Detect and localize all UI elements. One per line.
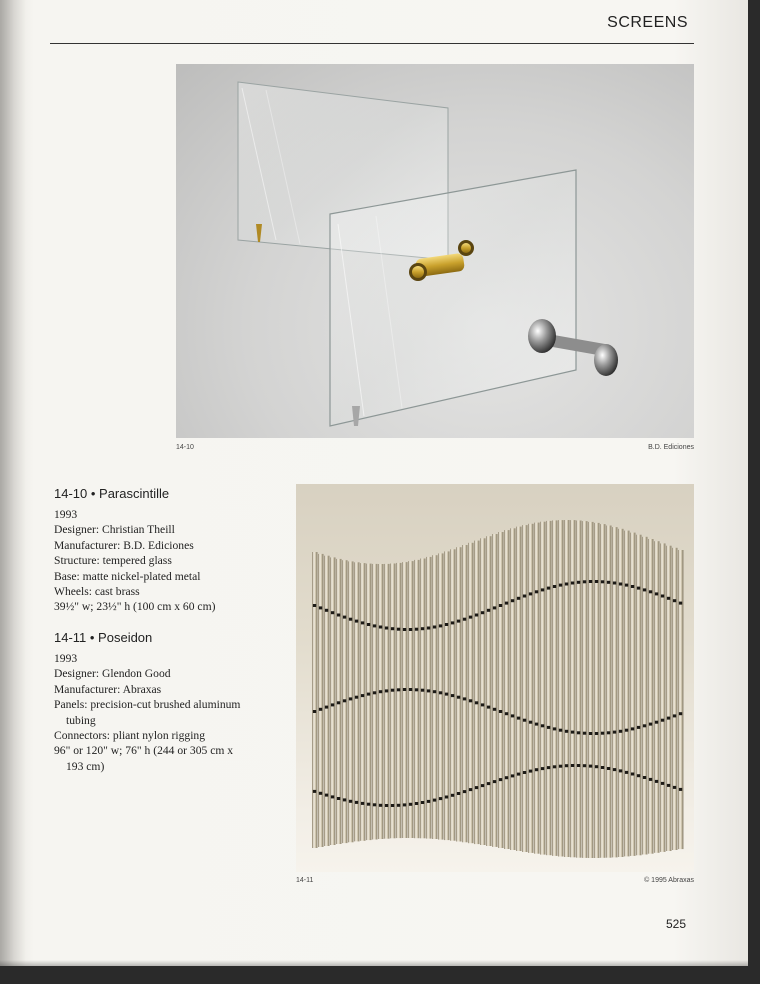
nylon-rigging-dot — [409, 628, 412, 631]
nylon-rigging-dot — [571, 731, 574, 734]
entry-detail-line: 1993 — [54, 508, 78, 521]
aluminum-tube — [648, 539, 653, 854]
aluminum-tube — [408, 561, 413, 838]
nylon-rigging-dot — [637, 726, 640, 729]
entry-detail-line: 193 cm) — [66, 759, 105, 773]
aluminum-tube — [588, 522, 593, 858]
nylon-rigging-dot — [403, 688, 406, 691]
entry-detail-line: 96" or 120" w; 76" h (244 or 305 cm x — [54, 744, 234, 758]
section-header: SCREENS — [607, 14, 688, 31]
nylon-rigging-dot — [373, 803, 376, 806]
photo-credit-14-11: © 1995 Abraxas — [644, 877, 694, 884]
aluminum-tube — [354, 562, 359, 841]
nylon-rigging-dot — [523, 771, 526, 774]
nylon-rigging-dot — [397, 688, 400, 691]
nylon-rigging-dot — [457, 696, 460, 699]
nylon-rigging-dot — [481, 611, 484, 614]
aluminum-tube — [564, 520, 569, 857]
nylon-rigging-dot — [487, 782, 490, 785]
aluminum-tube — [624, 531, 629, 857]
nylon-rigging-dot — [343, 699, 346, 702]
aluminum-tube — [660, 543, 665, 852]
nylon-rigging-dot — [499, 604, 502, 607]
nylon-rigging-dot — [415, 688, 418, 691]
nylon-rigging-dot — [505, 712, 508, 715]
aluminum-tube — [480, 538, 485, 845]
aluminum-tube — [558, 520, 563, 856]
nylon-rigging-dot — [589, 580, 592, 583]
photo-credit-14-10: B.D. Ediciones — [648, 444, 694, 451]
nylon-rigging-dot — [451, 694, 454, 697]
nylon-rigging-dot — [553, 765, 556, 768]
aluminum-tube — [576, 521, 581, 858]
nylon-rigging-dot — [421, 627, 424, 630]
nylon-rigging-dot — [433, 799, 436, 802]
nylon-rigging-dot — [475, 786, 478, 789]
entry-detail-line: Wheels: cast brass — [54, 585, 140, 599]
aluminum-tube — [438, 553, 443, 839]
aluminum-tube — [582, 521, 587, 858]
aluminum-tube — [654, 541, 659, 853]
aluminum-tube — [630, 533, 635, 856]
entry-title: 14-10 • Parascintille — [54, 486, 170, 501]
nylon-rigging-dot — [517, 773, 520, 776]
nylon-rigging-dot — [415, 628, 418, 631]
nylon-rigging-dot — [559, 765, 562, 768]
nylon-rigging-dot — [331, 795, 334, 798]
aluminum-tube — [414, 560, 419, 838]
entry-detail-line: tubing — [66, 713, 96, 727]
nylon-rigging-dot — [493, 780, 496, 783]
entry-detail-line: Base: matte nickel-plated metal — [54, 569, 201, 583]
aluminum-tube — [522, 525, 527, 852]
entry-poseidon — [54, 630, 294, 774]
nylon-rigging-dot — [553, 585, 556, 588]
entry-detail-line: Manufacturer: B.D. Ediciones — [54, 538, 194, 552]
gutter-shadow — [0, 0, 26, 966]
entry-detail-line: Connectors: pliant nylon rigging — [54, 729, 206, 743]
nylon-rigging-dot — [409, 803, 412, 806]
nylon-rigging-dot — [499, 710, 502, 713]
nylon-rigging-dot — [385, 804, 388, 807]
aluminum-tube — [384, 564, 389, 839]
nylon-rigging-dot — [661, 782, 664, 785]
nylon-rigging-dot — [655, 780, 658, 783]
nylon-rigging-dot — [547, 726, 550, 729]
nylon-rigging-dot — [415, 802, 418, 805]
nylon-rigging-dot — [529, 592, 532, 595]
nylon-rigging-dot — [667, 597, 670, 600]
nylon-rigging-dot — [355, 620, 358, 623]
glass-screen-illustration — [176, 64, 694, 438]
nylon-rigging-dot — [319, 708, 322, 711]
nylon-rigging-dot — [361, 621, 364, 624]
nylon-rigging-dot — [619, 583, 622, 586]
nylon-rigging-dot — [529, 721, 532, 724]
aluminum-tube — [600, 524, 605, 858]
aluminum-tube — [672, 548, 677, 850]
aluminum-tube — [546, 521, 551, 855]
nylon-rigging-dot — [439, 797, 442, 800]
nylon-rigging-dot — [511, 714, 514, 717]
nylon-rigging-dot — [589, 732, 592, 735]
nylon-rigging-dot — [367, 803, 370, 806]
nylon-rigging-dot — [451, 621, 454, 624]
nylon-rigging-dot — [433, 690, 436, 693]
nylon-rigging-dot — [325, 794, 328, 797]
nylon-rigging-dot — [331, 611, 334, 614]
aluminum-tube — [318, 554, 323, 847]
aluminum-tube — [420, 559, 425, 839]
nylon-rigging-dot — [313, 790, 316, 793]
nylon-rigging-dot — [493, 708, 496, 711]
nylon-rigging-dot — [559, 729, 562, 732]
aluminum-tube — [570, 520, 575, 857]
nylon-rigging-dot — [565, 730, 568, 733]
nylon-rigging-dot — [481, 784, 484, 787]
nylon-rigging-dot — [355, 696, 358, 699]
nylon-rigging-dot — [631, 773, 634, 776]
nylon-rigging-dot — [427, 800, 430, 803]
nylon-rigging-dot — [397, 804, 400, 807]
aluminum-tube — [504, 530, 509, 849]
nylon-rigging-dot — [649, 778, 652, 781]
nylon-rigging-dot — [331, 703, 334, 706]
aluminum-tube — [612, 527, 617, 857]
nylon-rigging-dot — [379, 690, 382, 693]
nylon-rigging-dot — [421, 801, 424, 804]
aluminum-tube — [678, 550, 683, 849]
nylon-rigging-dot — [409, 688, 412, 691]
aluminum-tube — [396, 563, 401, 838]
nylon-rigging-dot — [613, 768, 616, 771]
page-number: 525 — [665, 917, 686, 931]
nylon-rigging-dot — [679, 788, 682, 791]
aluminum-tube — [360, 563, 365, 841]
nylon-rigging-dot — [649, 723, 652, 726]
nylon-rigging-dot — [373, 624, 376, 627]
nylon-rigging-dot — [337, 797, 340, 800]
nylon-rigging-dot — [343, 798, 346, 801]
nylon-rigging-dot — [643, 776, 646, 779]
nylon-rigging-dot — [583, 764, 586, 767]
aluminum-tube — [462, 545, 467, 842]
nylon-rigging-dot — [547, 766, 550, 769]
nylon-rigging-dot — [367, 623, 370, 626]
nylon-rigging-dot — [385, 627, 388, 630]
nylon-rigging-dot — [493, 606, 496, 609]
aluminum-tube — [324, 556, 329, 846]
nylon-rigging-dot — [391, 689, 394, 692]
nylon-rigging-dot — [445, 693, 448, 696]
nylon-rigging-dot — [619, 730, 622, 733]
nylon-rigging-dot — [475, 701, 478, 704]
nylon-rigging-dot — [583, 580, 586, 583]
entry-detail-line: 39½" w; 23½" h (100 cm x 60 cm) — [54, 600, 216, 614]
nylon-rigging-dot — [361, 694, 364, 697]
nylon-rigging-dot — [649, 590, 652, 593]
aluminum-tube — [366, 564, 371, 841]
entry-detail-line: Panels: precision-cut brushed aluminum — [54, 698, 241, 712]
nylon-rigging-dot — [625, 584, 628, 587]
nylon-rigging-dot — [325, 706, 328, 709]
nylon-rigging-dot — [595, 580, 598, 583]
nylon-rigging-dot — [511, 599, 514, 602]
entry-detail-line: Manufacturer: Abraxas — [54, 682, 162, 696]
nylon-rigging-dot — [643, 588, 646, 591]
entry-detail-line: 1993 — [54, 652, 78, 665]
nylon-rigging-dot — [541, 724, 544, 727]
nylon-rigging-dot — [631, 585, 634, 588]
nylon-rigging-dot — [619, 769, 622, 772]
header-rule — [50, 43, 694, 44]
nylon-rigging-dot — [499, 778, 502, 781]
nylon-rigging-dot — [379, 626, 382, 629]
nylon-rigging-dot — [367, 693, 370, 696]
nylon-rigging-dot — [529, 770, 532, 773]
nylon-rigging-dot — [475, 614, 478, 617]
entry-parascintille — [54, 486, 294, 615]
nylon-rigging-dot — [397, 628, 400, 631]
nylon-rigging-dot — [463, 697, 466, 700]
nylon-rigging-dot — [319, 606, 322, 609]
aluminum-tube — [330, 557, 335, 845]
nylon-rigging-dot — [517, 717, 520, 720]
photo-poseidon — [296, 484, 694, 872]
nylon-rigging-dot — [553, 727, 556, 730]
nylon-rigging-dot — [445, 796, 448, 799]
nylon-rigging-dot — [487, 706, 490, 709]
nylon-rigging-dot — [427, 627, 430, 630]
nylon-rigging-dot — [673, 599, 676, 602]
nylon-rigging-dot — [613, 582, 616, 585]
nylon-rigging-dot — [355, 801, 358, 804]
nylon-rigging-dot — [469, 788, 472, 791]
nylon-rigging-dot — [577, 731, 580, 734]
nylon-rigging-dot — [613, 731, 616, 734]
nylon-rigging-dot — [457, 792, 460, 795]
nylon-rigging-dot — [463, 618, 466, 621]
nylon-rigging-dot — [577, 581, 580, 584]
aluminum-tube — [666, 546, 671, 851]
aluminum-tube — [498, 532, 503, 848]
aluminum-tube — [426, 557, 431, 839]
aluminum-tube — [618, 529, 623, 857]
nylon-rigging-dot — [385, 689, 388, 692]
aluminum-tube — [606, 526, 611, 858]
aluminum-tube — [528, 524, 533, 853]
nylon-rigging-dot — [313, 710, 316, 713]
nylon-rigging-dot — [583, 732, 586, 735]
nylon-rigging-dot — [565, 764, 568, 767]
nylon-rigging-dot — [349, 697, 352, 700]
nylon-rigging-dot — [541, 588, 544, 591]
nylon-rigging-dot — [541, 767, 544, 770]
entry-detail-line: Structure: tempered glass — [54, 554, 172, 568]
entry-title: 14-11 • Poseidon — [54, 630, 153, 645]
aluminum-tube — [516, 527, 521, 851]
nylon-rigging-dot — [439, 624, 442, 627]
nylon-rigging-dot — [607, 731, 610, 734]
nylon-rigging-dot — [511, 774, 514, 777]
nylon-rigging-dot — [487, 609, 490, 612]
nylon-rigging-dot — [451, 794, 454, 797]
nylon-rigging-dot — [547, 587, 550, 590]
aluminum-tube — [540, 522, 545, 855]
nylon-rigging-dot — [421, 689, 424, 692]
photo-number-14-11: 14-11 — [296, 877, 314, 884]
aluminum-tube — [468, 543, 473, 843]
nylon-rigging-dot — [607, 767, 610, 770]
nylon-rigging-dot — [343, 616, 346, 619]
nylon-rigging-dot — [577, 764, 580, 767]
nylon-rigging-dot — [535, 768, 538, 771]
aluminum-tube — [486, 536, 491, 846]
aluminum-tube — [642, 537, 647, 855]
nylon-rigging-dot — [601, 580, 604, 583]
nylon-rigging-dot — [427, 689, 430, 692]
nylon-rigging-dot — [469, 616, 472, 619]
nylon-rigging-dot — [667, 784, 670, 787]
nylon-rigging-dot — [595, 732, 598, 735]
entry-details — [54, 651, 294, 774]
nylon-rigging-dot — [679, 602, 682, 605]
nylon-rigging-dot — [673, 786, 676, 789]
nylon-rigging-dot — [607, 581, 610, 584]
nylon-rigging-dot — [505, 776, 508, 779]
aluminum-tube — [552, 520, 557, 856]
nylon-rigging-dot — [379, 804, 382, 807]
nylon-rigging-dot — [571, 582, 574, 585]
aluminum-tube — [492, 534, 497, 847]
nylon-rigging-dot — [457, 620, 460, 623]
page-edge-shadow — [0, 960, 748, 966]
nylon-rigging-dot — [433, 626, 436, 629]
nylon-rigging-dot — [463, 790, 466, 793]
aluminum-tube — [432, 555, 437, 839]
nylon-rigging-dot — [337, 701, 340, 704]
nylon-rigging-dot — [349, 618, 352, 621]
nylon-rigging-dot — [313, 604, 316, 607]
entry-detail-line: Designer: Glendon Good — [54, 667, 171, 681]
aluminum-tube — [474, 541, 479, 845]
nylon-rigging-dot — [643, 724, 646, 727]
nylon-rigging-dot — [589, 765, 592, 768]
aluminum-tube — [534, 523, 539, 854]
nylon-rigging-dot — [349, 800, 352, 803]
nylon-rigging-dot — [439, 691, 442, 694]
aluminum-tube — [636, 535, 641, 856]
nylon-rigging-dot — [481, 703, 484, 706]
nylon-rigging-dot — [535, 590, 538, 593]
nylon-rigging-dot — [601, 766, 604, 769]
nylon-rigging-dot — [391, 627, 394, 630]
aluminum-tube — [510, 528, 515, 850]
nylon-rigging-dot — [655, 592, 658, 595]
nylon-rigging-dot — [535, 723, 538, 726]
entry-detail-line: Designer: Christian Theill — [54, 523, 175, 537]
entry-details — [54, 507, 294, 615]
nylon-rigging-dot — [523, 595, 526, 598]
nylon-rigging-dot — [337, 614, 340, 617]
aluminum-tube — [378, 564, 383, 839]
nylon-rigging-dot — [517, 597, 520, 600]
tube-screen-illustration — [296, 484, 694, 872]
nylon-rigging-dot — [673, 714, 676, 717]
nylon-rigging-dot — [571, 764, 574, 767]
nylon-rigging-dot — [559, 584, 562, 587]
aluminum-tube — [390, 564, 395, 839]
nylon-rigging-dot — [523, 719, 526, 722]
nylon-rigging-dot — [403, 803, 406, 806]
nylon-rigging-dot — [595, 765, 598, 768]
nylon-rigging-dot — [505, 602, 508, 605]
aluminum-tube — [372, 564, 377, 840]
nylon-rigging-dot — [325, 609, 328, 612]
nylon-rigging-dot — [601, 732, 604, 735]
aluminum-tube — [594, 523, 599, 858]
aluminum-tube — [402, 562, 407, 838]
nylon-rigging-dot — [445, 623, 448, 626]
nylon-rigging-dot — [661, 719, 664, 722]
nylon-rigging-dot — [319, 792, 322, 795]
photo-number-14-10: 14-10 — [176, 444, 194, 451]
aluminum-tube — [312, 552, 317, 848]
nylon-rigging-dot — [373, 691, 376, 694]
nylon-rigging-dot — [361, 802, 364, 805]
nylon-rigging-dot — [631, 727, 634, 730]
photo-parascintille — [176, 64, 694, 438]
nylon-rigging-dot — [661, 595, 664, 598]
nylon-rigging-dot — [403, 628, 406, 631]
nylon-rigging-dot — [391, 804, 394, 807]
nylon-rigging-dot — [625, 729, 628, 732]
nylon-rigging-dot — [625, 771, 628, 774]
nylon-rigging-dot — [655, 721, 658, 724]
aluminum-tube — [456, 547, 461, 841]
nylon-rigging-dot — [667, 717, 670, 720]
nylon-rigging-dot — [679, 712, 682, 715]
nylon-rigging-dot — [637, 587, 640, 590]
nylon-rigging-dot — [469, 699, 472, 702]
nylon-rigging-dot — [637, 774, 640, 777]
nylon-rigging-dot — [565, 583, 568, 586]
